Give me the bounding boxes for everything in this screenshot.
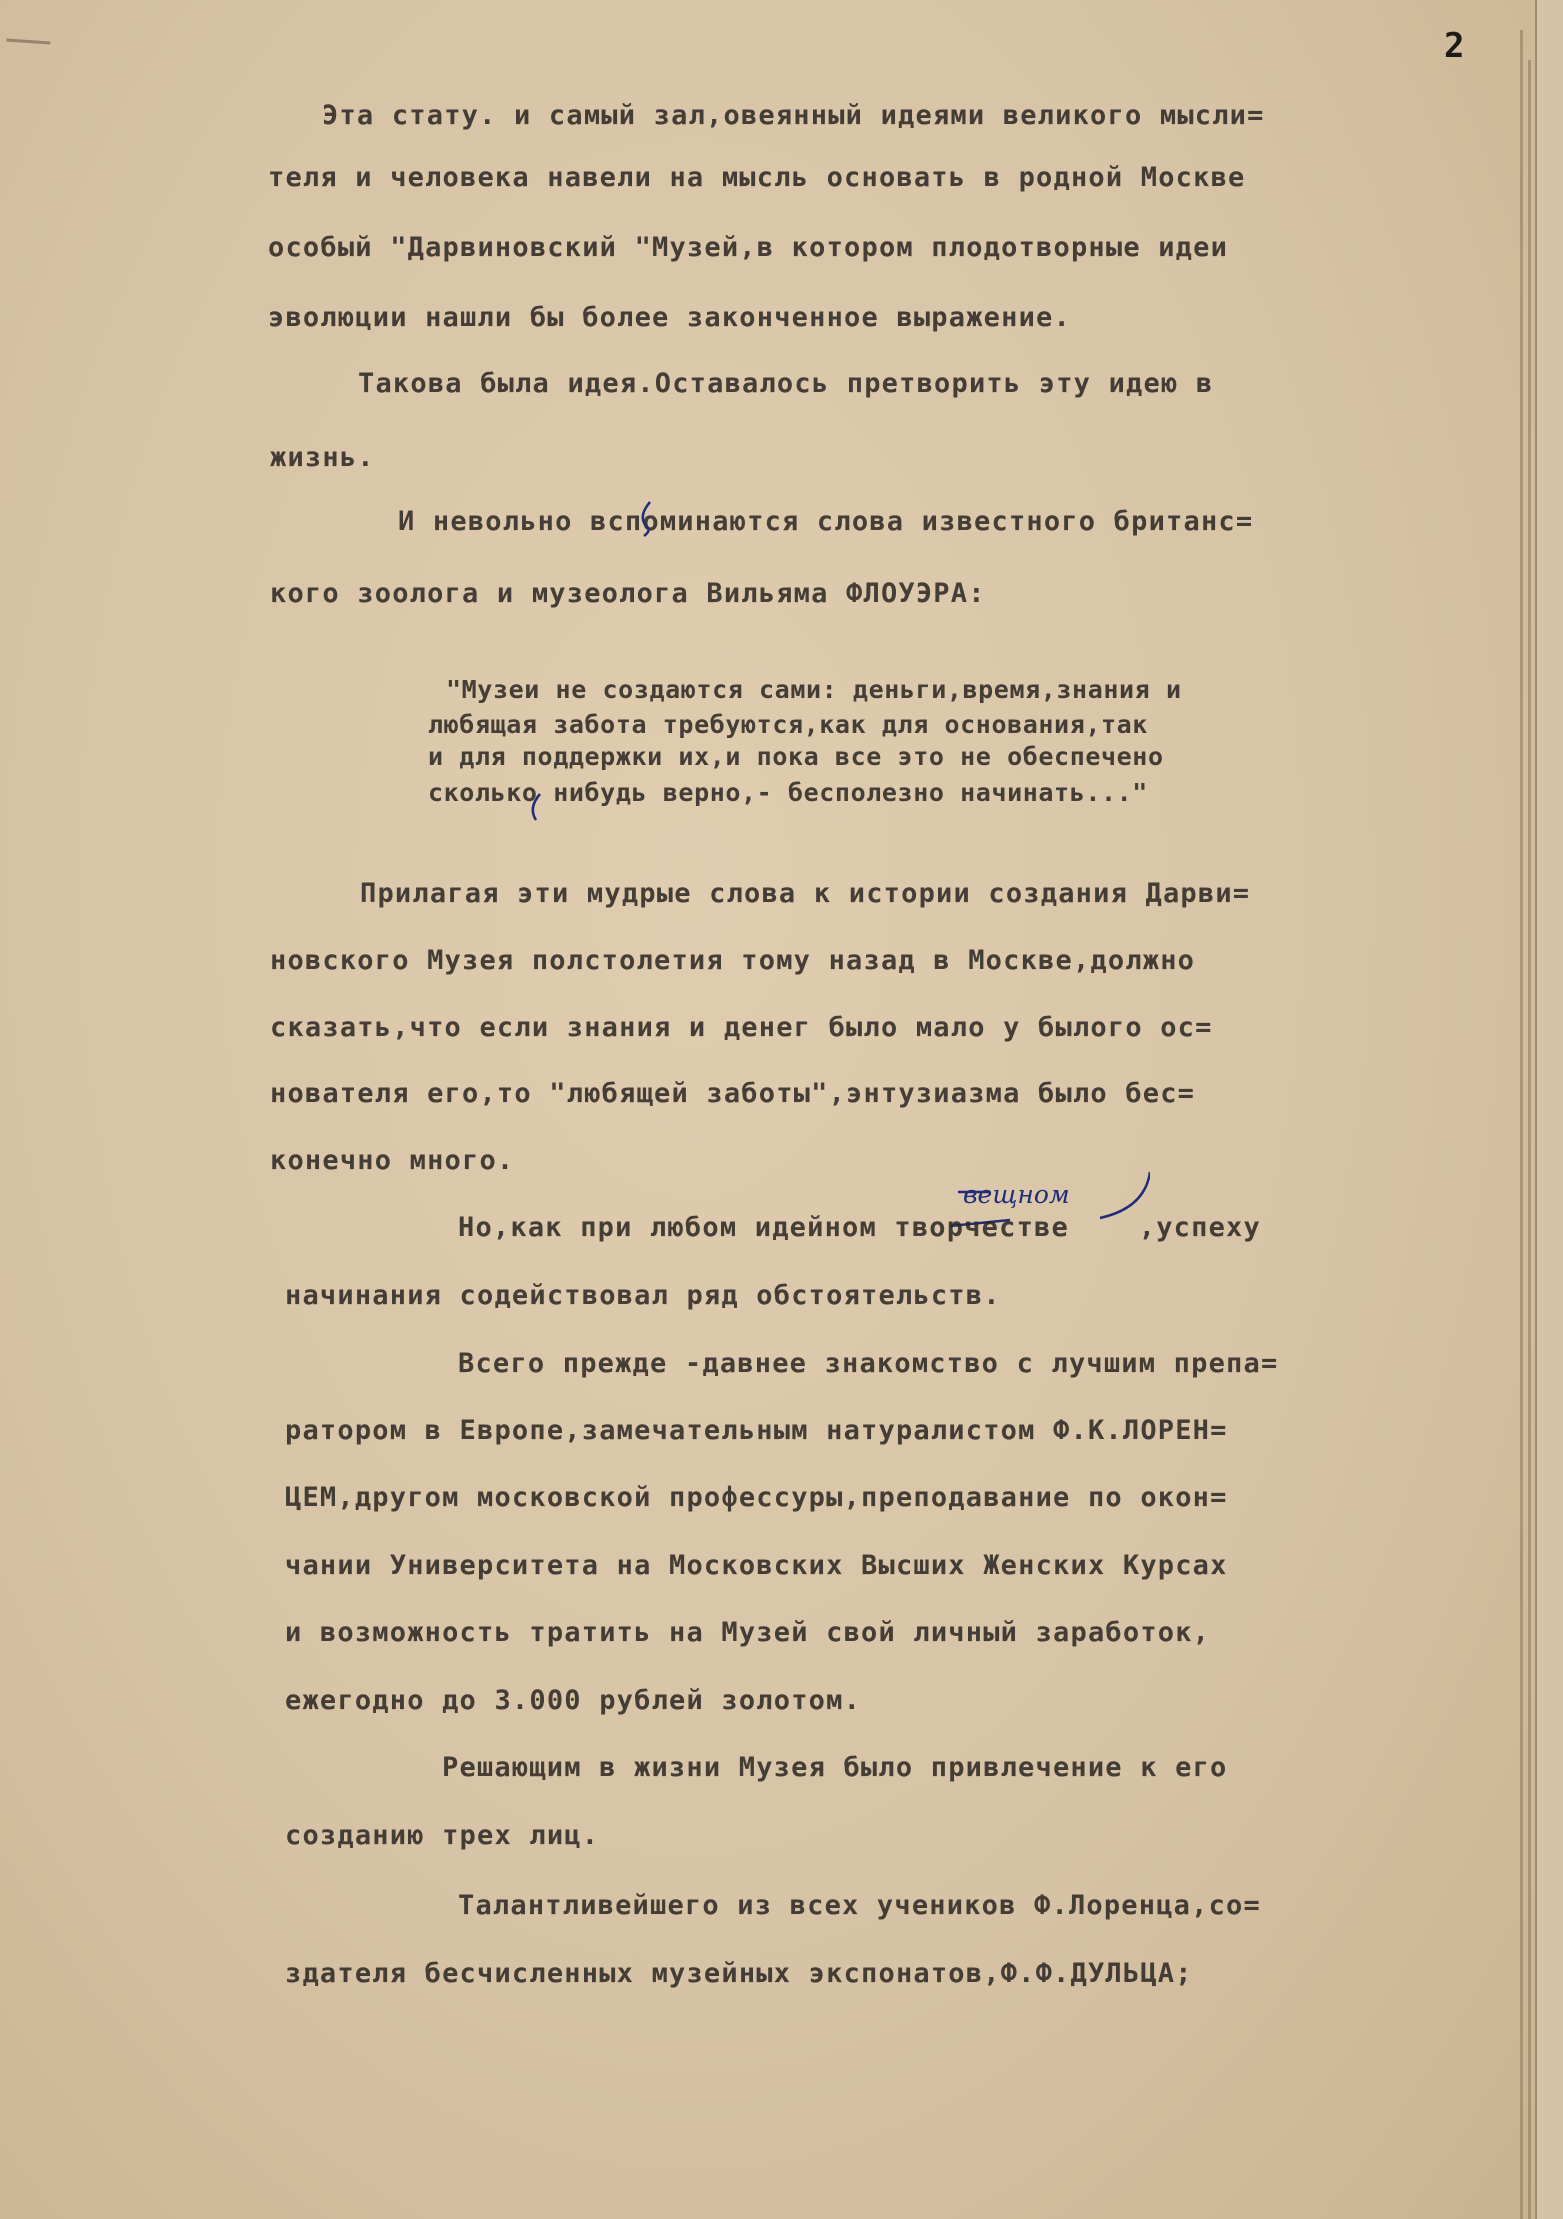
text-line: особый "Дарвиновский "Музей,в котором плодотворные идеи: [268, 232, 1229, 263]
page-edge-shadow: [1520, 30, 1523, 2219]
text-line: сказать,что если знания и денег было мало у былого ос=: [270, 1012, 1213, 1043]
text-line: нователя его,то "любящей заботы",энтузиазма было бес=: [270, 1078, 1196, 1109]
text-line: чании Университета на Московских Высших Женских Курсах: [285, 1550, 1228, 1581]
page-number: 2: [1444, 26, 1465, 66]
handwritten-insertion: вещном: [963, 1180, 1070, 1209]
text-line: ратором в Европе,замечательным натуралистом Ф.К.ЛОРЕН=: [285, 1415, 1228, 1446]
text-line: новского Музея полстолетия тому назад в Москве,должно: [270, 945, 1196, 976]
text-line: и возможность тратить на Музей свой личный заработок,: [285, 1617, 1211, 1648]
corner-mark: [6, 38, 51, 54]
text-line: здателя бесчисленных музейных экспонатов,Ф.Ф.ДУЛЬЦА;: [285, 1958, 1193, 1989]
text-line: Решающим в жизни Музея было привлечение к его: [442, 1752, 1228, 1783]
quote-line: "Музеи не создаются сами: деньги,время,знания и: [446, 675, 1182, 704]
text-line: Но,как при любом идейном творчестве ,успеху: [458, 1212, 1261, 1243]
text-line: Талантливейшего из всех учеников Ф.Лоренца,со=: [458, 1890, 1261, 1921]
quote-line: любящая забота требуются,как для основания,так: [428, 710, 1148, 739]
text-line: ежегодно до 3.000 рублей золотом.: [285, 1685, 862, 1716]
quote-line: сколько нибудь верно,- бесполезно начинать...": [428, 778, 1148, 807]
handwritten-mark: [636, 500, 660, 540]
text-line: Прилагая эти мудрые слова к истории создания Дарви=: [360, 878, 1251, 909]
text-line: Всего прежде -давнее знакомство с лучшим препа=: [458, 1348, 1279, 1379]
text-line: жизнь.: [270, 442, 375, 473]
text-line: И невольно вспоминаются слова известного британс=: [398, 506, 1254, 537]
quote-line: и для поддержки их,и пока все это не обеспечено: [428, 742, 1164, 771]
text-line: начинания содействовал ряд обстоятельств.: [285, 1280, 1001, 1311]
text-line: ЦЕМ,другом московской профессуры,преподавание по окон=: [285, 1482, 1228, 1513]
text-line: созданию трех лиц.: [285, 1820, 600, 1851]
text-line: теля и человека навели на мысль основать в родной Москве: [268, 162, 1246, 193]
text-line: Такова была идея.Оставалось претворить эту идею в: [358, 368, 1214, 399]
text-line: конечно много.: [270, 1145, 515, 1176]
text-line: Эта стату. и самый зал,овеянный идеями великого мысли=: [322, 100, 1265, 131]
text-line: кого зоолога и музеолога Вильяма ФЛОУЭРА:: [270, 578, 986, 609]
page-edge-shadow: [1528, 60, 1531, 2219]
handwritten-mark: [526, 790, 550, 830]
text-line: эволюции нашли бы более законченное выражение.: [268, 302, 1071, 333]
